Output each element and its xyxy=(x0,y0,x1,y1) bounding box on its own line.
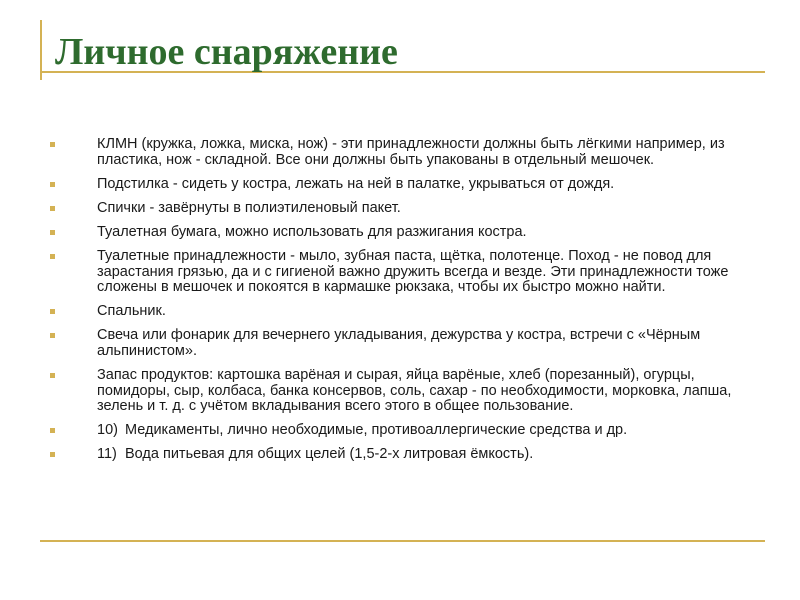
bullet-text: Медикаменты, лично необходимые, противоаллергические средства и др. xyxy=(125,422,628,439)
bullet-item xyxy=(50,304,750,320)
frame-bottom-line xyxy=(40,540,765,542)
square-bullet-icon xyxy=(50,142,55,147)
square-bullet-icon xyxy=(50,206,55,211)
bullet-item xyxy=(50,368,750,415)
bullet-list xyxy=(50,137,750,472)
square-bullet-icon xyxy=(50,428,55,433)
square-bullet-icon xyxy=(50,309,55,314)
bullet-text: Спички - завёрнуты в полиэтиленовый пакет. xyxy=(97,199,401,216)
bullet-number: 11) xyxy=(97,446,117,463)
bullet-text: Запас продуктов: картошка варёная и сырая, яйца варёные, хлеб (порезанный), огурцы, помидоры, сыр, колбаса, банка консервов, соль, сахар - по необходимости, морковка, лапша, зелень и т. д. с учётом вкладывания всего этого в общее пользование. xyxy=(97,367,732,415)
square-bullet-icon xyxy=(50,254,55,259)
bullet-item xyxy=(50,201,750,217)
bullet-number: 10) xyxy=(97,422,118,439)
bullet-item xyxy=(50,447,750,463)
bullet-text: Подстилка - сидеть у костра, лежать на ней в палатке, укрываться от дождя. xyxy=(97,175,615,192)
bullet-text: Туалетная бумага, можно использовать для разжигания костра. xyxy=(97,223,527,240)
square-bullet-icon xyxy=(50,182,55,187)
square-bullet-icon xyxy=(50,230,55,235)
bullet-item xyxy=(50,328,750,359)
bullet-text: Вода питьевая для общих целей (1,5-2-х литровая ёмкость). xyxy=(125,446,534,463)
bullet-item xyxy=(50,249,750,296)
bullet-text: Спальник. xyxy=(97,303,166,320)
square-bullet-icon xyxy=(50,452,55,457)
bullet-item xyxy=(50,423,750,439)
bullet-item xyxy=(50,177,750,193)
square-bullet-icon xyxy=(50,373,55,378)
bullet-item xyxy=(50,225,750,241)
bullet-text: КЛМН (кружка, ложка, миска, нож) - эти принадлежности должны быть лёгкими например, из пластика, нож - складной. Все они должны быть упакованы в отдельный мешочек. xyxy=(97,136,725,168)
bullet-text: Туалетные принадлежности - мыло, зубная паста, щётка, полотенце. Поход - не повод для зарастания грязью, да и с гигиеной важно дружить всегда и везде. Эти принадлежности тоже сложены в мешочек и покоятся в кармашке рюкзака, чтобы их быстро можно найти. xyxy=(97,247,729,296)
slide-title: Личное снаряжение xyxy=(55,31,398,73)
bullet-text: Свеча или фонарик для вечернего укладывания, дежурства у костра, встречи с «Чёрным альпинистом». xyxy=(97,327,701,359)
bullet-item xyxy=(50,137,750,168)
square-bullet-icon xyxy=(50,333,55,338)
